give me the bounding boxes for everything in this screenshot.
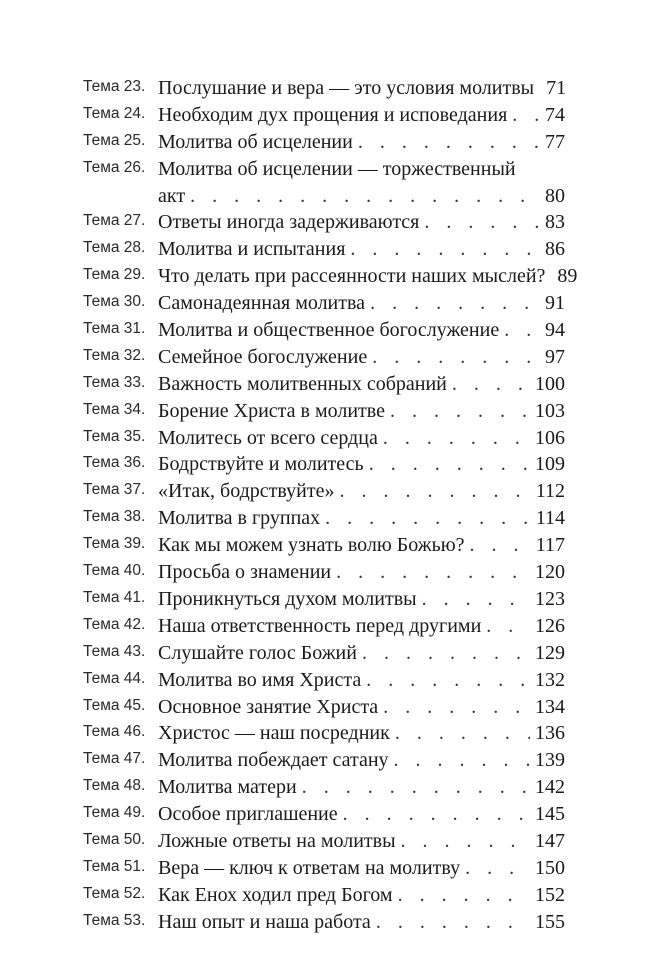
entry-title: Молитва побеждает сатану (158, 749, 389, 772)
page-number: 120 (535, 561, 565, 584)
entry-number: Тема 39. (83, 535, 146, 553)
dot-leader (390, 398, 530, 425)
toc-entry[interactable] (83, 451, 565, 478)
page-number: 106 (535, 426, 565, 449)
toc-entry[interactable] (83, 801, 565, 828)
dot-leader (398, 882, 530, 909)
dot-leader (358, 129, 538, 156)
dot-leader (512, 102, 538, 129)
page-number: 147 (535, 829, 565, 852)
toc-entry[interactable] (83, 209, 565, 236)
toc-entry[interactable] (83, 478, 565, 505)
entry-title: Важность молитвенных собраний (158, 372, 447, 395)
toc-entry[interactable] (83, 720, 565, 747)
dot-leader (190, 183, 538, 210)
entry-title: Самонадеянная молитва (158, 292, 366, 315)
page-number: 117 (535, 534, 565, 557)
toc-entry[interactable] (83, 263, 578, 290)
toc-entry[interactable] (83, 694, 565, 721)
entry-number: Тема 23. (83, 78, 146, 95)
entry-title: Молитва об исцелении (158, 130, 353, 153)
toc-entry[interactable] (83, 909, 565, 936)
entry-title: Ответы иногда задерживаются (158, 211, 420, 234)
entry-number: Тема 49. (83, 804, 146, 822)
toc-entry[interactable] (83, 828, 565, 855)
toc-entry[interactable] (83, 613, 565, 640)
entry-number: Тема 29. (83, 266, 146, 284)
page-number: 129 (535, 641, 565, 664)
entry-number: Тема 34. (83, 400, 146, 418)
dot-leader (424, 209, 538, 236)
page-number: 123 (535, 587, 565, 610)
entry-number: Тема 42. (83, 615, 146, 633)
page-number: 142 (535, 776, 565, 799)
toc-entry[interactable] (83, 640, 565, 667)
entry-title: Вера — ключ к ответам на молитву (158, 856, 461, 879)
entry-number: Тема 44. (83, 669, 146, 687)
toc-entry[interactable] (83, 371, 565, 398)
entry-number: Тема 41. (83, 588, 146, 606)
entry-number: Тема 38. (83, 508, 146, 526)
entry-title: «Итак, бодрствуйте» (158, 480, 335, 503)
entry-title: Христос — наш посредник (158, 722, 390, 745)
toc-entry[interactable] (83, 855, 565, 882)
entry-title: Необходим дух прощения и исповедания (158, 103, 508, 126)
dot-leader (394, 747, 530, 774)
entry-number: Тема 53. (83, 911, 146, 929)
page-number: 71 (546, 77, 567, 99)
toc-entry[interactable] (83, 344, 565, 371)
toc-entry[interactable] (83, 290, 565, 317)
entry-title: Молитва об исцелении — торжественный (158, 157, 516, 180)
entry-title: Молитва и испытания (158, 238, 346, 261)
dot-leader (486, 613, 530, 640)
entry-title: Наша ответственность перед другими (158, 614, 482, 637)
dot-leader (302, 774, 530, 801)
page-number: 145 (535, 803, 565, 826)
entry-title: Слушайте голос Божий (158, 641, 357, 664)
page-number: 152 (535, 883, 565, 906)
dot-leader (372, 344, 538, 371)
entry-number: Тема 32. (83, 346, 146, 364)
entry-number: Тема 25. (83, 131, 146, 149)
page-number: 100 (535, 372, 565, 395)
dot-leader (383, 694, 530, 721)
toc-entry[interactable] (83, 156, 565, 210)
dot-leader (504, 317, 538, 344)
toc-entry[interactable] (83, 774, 565, 801)
page-number: 134 (535, 695, 565, 718)
toc-entry[interactable] (83, 425, 565, 452)
dot-leader (422, 586, 530, 613)
entry-title: Семейное богослужение (158, 345, 368, 368)
entry-number: Тема 52. (83, 884, 146, 902)
page-number: 150 (535, 856, 565, 879)
entry-title: Просьба о знамении (158, 561, 332, 584)
entry-number: Тема 43. (83, 642, 146, 660)
entry-number: Тема 37. (83, 481, 146, 499)
entry-title: Молитесь от всего сердца (158, 426, 378, 449)
page-number: 155 (535, 910, 565, 933)
toc-entry[interactable] (83, 505, 565, 532)
entry-number: Тема 30. (83, 293, 146, 311)
entry-number: Тема 28. (83, 239, 146, 257)
dot-leader (376, 909, 530, 936)
entry-number: Тема 27. (83, 212, 146, 230)
page-number: 89 (557, 265, 578, 288)
entry-title: Что делать при рассеянности наших мыслей? (158, 265, 546, 288)
page-number: 94 (545, 319, 565, 342)
entry-number: Тема 50. (83, 830, 146, 848)
entry-title-continued: акт (158, 184, 186, 207)
page-number: 80 (545, 184, 565, 207)
entry-number: Тема 35. (83, 427, 146, 445)
entry-title: Наш опыт и наша работа (158, 910, 371, 933)
entry-number: Тема 33. (83, 373, 146, 391)
page-number: 132 (535, 668, 565, 691)
page-number: 114 (535, 507, 565, 530)
entry-number: Тема 46. (83, 723, 146, 741)
page-number: 112 (535, 480, 565, 503)
dot-leader (383, 425, 530, 452)
page-number: 139 (535, 749, 565, 772)
entry-title: Как мы можем узнать волю Божью? (158, 534, 465, 557)
entry-title: Как Енох ходил пред Богом (158, 883, 393, 906)
page-number: 86 (545, 238, 565, 261)
dot-leader (401, 828, 530, 855)
toc-entry[interactable] (83, 236, 565, 263)
toc-entry[interactable] (83, 882, 565, 909)
toc-entry[interactable] (83, 667, 565, 694)
entry-title: Борение Христа в молитве (158, 399, 385, 422)
entry-number: Тема 45. (83, 696, 146, 714)
entry-title: Ложные ответы на молитвы (158, 829, 396, 852)
dot-leader (465, 855, 530, 882)
toc-entry[interactable] (83, 398, 565, 425)
page-number: 126 (535, 614, 565, 637)
page-number: 74 (545, 103, 565, 126)
dot-leader (470, 532, 531, 559)
entry-title: Особое приглашение (158, 803, 338, 826)
page-number: 83 (545, 211, 565, 234)
entry-number: Тема 47. (83, 750, 146, 768)
toc-entry[interactable] (83, 747, 565, 774)
dot-leader (340, 478, 531, 505)
page-number: 103 (535, 399, 565, 422)
entry-number: Тема 48. (83, 777, 146, 795)
toc-entry[interactable] (83, 586, 565, 613)
entry-number: Тема 26. (83, 158, 146, 176)
toc-entry[interactable] (83, 317, 565, 344)
dot-leader (325, 505, 531, 532)
entry-number: Тема 31. (83, 320, 146, 338)
page-number: 77 (545, 130, 565, 153)
toc-entry[interactable] (83, 129, 565, 156)
dot-leader (336, 559, 530, 586)
entry-number: Тема 24. (83, 104, 146, 122)
entry-title: Молитва матери (158, 776, 297, 799)
dot-leader (395, 720, 530, 747)
entry-title: Проникнуться духом молитвы (158, 587, 417, 610)
dot-leader (370, 290, 538, 317)
entry-title: Молитва во имя Христа (158, 668, 362, 691)
dot-leader (350, 236, 538, 263)
page-number: 97 (545, 345, 565, 368)
dot-leader (362, 640, 530, 667)
dot-leader (343, 801, 530, 828)
toc-entry[interactable] (83, 75, 565, 102)
page-number: 136 (535, 722, 565, 745)
entry-title: Послушание и вера — это условия молитвы (158, 77, 535, 99)
dot-leader (369, 451, 530, 478)
dot-leader (452, 371, 530, 398)
entry-title: Бодрствуйте и молитесь (158, 453, 364, 476)
toc-entry[interactable] (83, 102, 565, 129)
dot-leader (366, 667, 530, 694)
table-of-contents (83, 75, 578, 936)
page-number: 91 (545, 292, 565, 315)
entry-number: Тема 51. (83, 857, 146, 875)
entry-title: Молитва и общественное богослужение (158, 319, 500, 342)
entry-title: Основное занятие Христа (158, 695, 379, 718)
toc-entry[interactable] (83, 532, 565, 559)
toc-entry[interactable] (83, 559, 565, 586)
page-number: 109 (535, 453, 565, 476)
entry-title: Молитва в группах (158, 507, 321, 530)
entry-number: Тема 40. (83, 562, 146, 580)
entry-number: Тема 36. (83, 454, 146, 472)
